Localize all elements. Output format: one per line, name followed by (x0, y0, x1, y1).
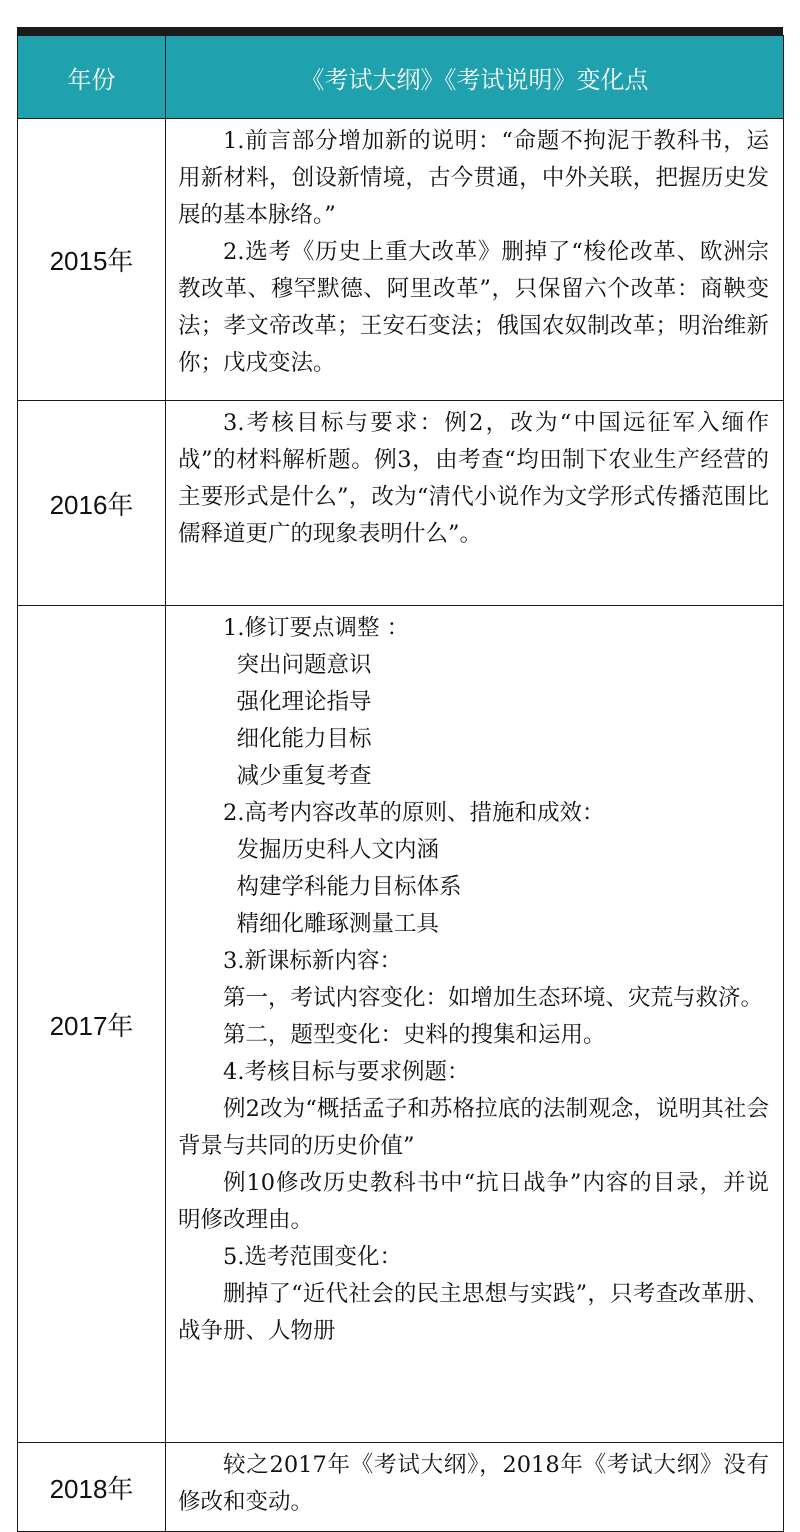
change-subitem: 突出问题意识 (236, 652, 372, 678)
changes-cell (166, 401, 784, 606)
change-item: 2.选考《历史上重大改革》删掉了“梭伦改革、欧洲宗教改革、穆罕默德、阿里改革”，只保留六个改革：商鞅变法；孝文帝改革；王安石变法；俄国农奴制改革；明治维新你；戊戌变法。 (178, 239, 769, 376)
change-item: 例10修改历史教科书中“抗日战争”内容的目录，并说明修改理由。 (178, 1170, 769, 1233)
change-item: 例2改为“概括孟子和苏格拉底的法制观念，说明其社会背景与共同的历史价值” (178, 1096, 769, 1159)
table-row-2017 (18, 606, 784, 1443)
change-subitem: 发掘历史科人文内涵 (236, 837, 440, 863)
change-heading: 3.新课标新内容： (223, 948, 402, 974)
year-cell: 2016年 (18, 401, 166, 606)
header-changes: 《考试大纲》《考试说明》变化点 (166, 36, 784, 119)
change-item: 3.考核目标与要求：例2，改为“中国远征军入缅作战”的材料解析题。例3，由考查“均田制下农业生产经营的主要形式是什么”，改为“清代小说作为文学形式传播范围比儒释道更广的现象表明什么”。 (178, 410, 769, 547)
change-subitem: 构建学科能力目标体系 (236, 874, 462, 900)
change-subitem: 精细化雕琢测量工具 (236, 911, 440, 937)
year-cell: 2018年 (18, 1443, 166, 1532)
change-heading: 1.修订要点调整 ： (223, 615, 410, 641)
year-cell: 2017年 (18, 606, 166, 1443)
changes-cell (166, 119, 784, 401)
year-cell: 2015年 (18, 119, 166, 401)
change-subitem: 减少重复考查 (236, 763, 372, 789)
change-heading: 4.考核目标与要求例题： (223, 1059, 470, 1085)
table-top-rule (17, 27, 783, 35)
change-heading: 2.高考内容改革的原则、措施和成效： (223, 800, 605, 826)
change-subitem: 细化能力目标 (236, 726, 372, 752)
table-row-2016 (18, 401, 784, 606)
header-year: 年份 (18, 36, 166, 119)
change-item: 删掉了“近代社会的民主思想与实践”，只考查改革册、战争册、人物册 (178, 1281, 769, 1344)
table-row-2018 (18, 1443, 784, 1532)
changes-cell (166, 606, 784, 1443)
change-item: 较之2017年《考试大纲》，2018年《考试大纲》没有修改和变动。 (178, 1452, 769, 1515)
exam-outline-changes-table (17, 35, 784, 1532)
change-subitem: 强化理论指导 (236, 689, 372, 715)
change-item: 1.前言部分增加新的说明：“命题不拘泥于教科书，运用新材料，创设新情境，古今贯通，中外关联，把握历史发展的基本脉络。” (178, 128, 769, 228)
table-row-2015 (18, 119, 784, 401)
change-item: 第一，考试内容变化：如增加生态环境、灾荒与救济。 (223, 985, 764, 1011)
changes-cell (166, 1443, 784, 1532)
change-heading: 5.选考范围变化： (223, 1244, 402, 1270)
change-item: 第二，题型变化：史料的搜集和运用。 (223, 1022, 606, 1048)
table-header-row (18, 36, 784, 119)
